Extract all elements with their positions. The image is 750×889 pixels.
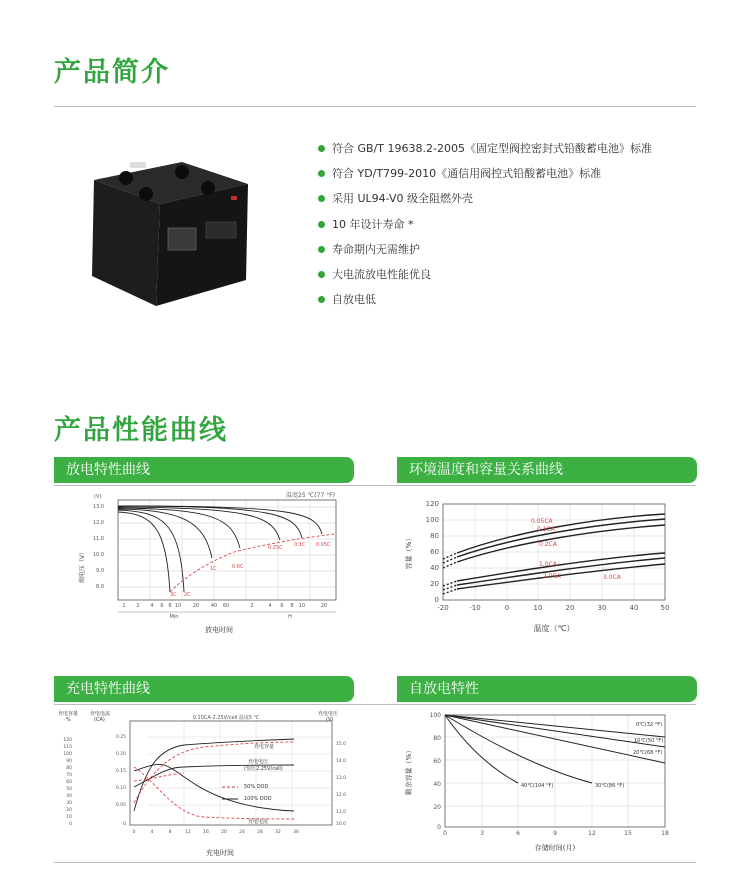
curve-label: 30℃(86 °F)	[595, 783, 625, 789]
charging-capacity-ticks	[63, 737, 72, 827]
x-tick: 4	[150, 830, 154, 835]
y-tick: 10	[66, 815, 72, 820]
charging-chart-title: 充电特性曲线	[54, 676, 354, 702]
curve-label: 0.1CA	[537, 526, 555, 533]
self-discharge-y-ticks	[430, 712, 442, 831]
y-tick: 0	[69, 822, 72, 827]
charging-voltage-ticks	[336, 741, 346, 827]
x-tick: -20	[437, 604, 449, 612]
feature-item: 寿命期内无需维护	[318, 241, 652, 266]
temperature-y-label: 容量（%）	[405, 534, 413, 570]
y-tick: 0	[123, 822, 126, 827]
x-tick: 2	[136, 603, 140, 609]
curve-label: 0.1C	[294, 542, 306, 548]
bullet-icon	[318, 296, 325, 303]
feature-item: 10 年设计寿命 *	[318, 216, 652, 241]
x-tick: 0	[132, 830, 136, 835]
charging-x-label: 充电时间	[206, 849, 234, 857]
x-tick: -10	[469, 604, 481, 612]
y-tick: 60	[433, 758, 441, 765]
curve-label: 20℃(68 °F)	[633, 750, 663, 756]
y-tick: 0	[437, 824, 441, 831]
curve-label: 0.6C	[232, 564, 244, 570]
charging-note: 0.10CA-2.25V/cell 温度5 ℃	[192, 715, 260, 721]
y-tick: 120	[63, 738, 72, 743]
temperature-y-ticks	[426, 500, 439, 604]
x-tick: 40	[629, 604, 639, 612]
charging-left2-label: 充电电流	[90, 711, 111, 717]
charging-left1-unit: %	[66, 717, 71, 723]
divider	[54, 704, 696, 705]
temperature-chart	[397, 488, 697, 638]
discharge-y-ticks	[93, 504, 104, 590]
feature-item: 自放电低	[318, 291, 652, 316]
feature-list	[318, 140, 652, 316]
curve-label: 充电电压	[248, 759, 269, 765]
x-tick: 0	[443, 830, 447, 837]
x-tick: 8	[168, 603, 172, 609]
y-tick: 40	[66, 794, 72, 799]
curve-label: 100% DOD	[244, 796, 272, 802]
charging-left1-label: 充电容量	[58, 711, 79, 717]
y-tick: 0	[434, 596, 439, 604]
bullet-icon	[318, 221, 325, 228]
y-tick: 40	[430, 564, 439, 572]
curve-label: (恒压2.25V/cell)	[244, 766, 283, 772]
self-discharge-y-label: 剩余容量（%）	[405, 746, 413, 796]
x-tick: 30	[597, 604, 607, 612]
curve-label: 1C	[210, 566, 217, 572]
x-tick: 10	[298, 603, 306, 609]
x-tick: 2	[250, 603, 254, 609]
divider	[54, 485, 696, 486]
x-tick: 18	[661, 830, 669, 837]
y-tick: 0.20	[115, 752, 126, 757]
x-tick: 40	[210, 603, 218, 609]
discharge-chart-title: 放电特性曲线	[54, 457, 354, 483]
y-tick: 20	[433, 804, 441, 811]
curve-label: 3.0CA	[603, 574, 621, 581]
x-tick: 10	[533, 604, 543, 612]
discharge-cutoff-line	[170, 534, 334, 592]
y-tick: 100	[429, 712, 441, 719]
x-tick: 20	[192, 603, 200, 609]
y-tick: 80	[430, 532, 439, 540]
x-tick: 6	[160, 603, 164, 609]
self-discharge-x-label: 存储时间(月)	[534, 844, 576, 852]
discharge-curve-labels	[170, 542, 331, 598]
y-tick: 50	[66, 787, 72, 792]
temperature-grid	[443, 504, 665, 600]
y-tick: 120	[425, 500, 439, 508]
x-tick: 60	[222, 603, 230, 609]
curve-label: 0.05C	[316, 542, 331, 548]
temperature-chart-title: 环境温度和容量关系曲线	[397, 457, 697, 483]
discharge-note: 温度25 ℃(77 °F)	[286, 492, 335, 499]
x-tick: 20	[221, 830, 227, 835]
self-discharge-chart-title: 自放电特性	[397, 676, 697, 702]
y-tick: 40	[433, 781, 441, 788]
bullet-icon	[318, 195, 325, 202]
discharge-y-unit: (V)	[94, 494, 102, 500]
discharge-unit-min: Min	[169, 614, 179, 620]
x-tick: 20	[320, 603, 328, 609]
x-tick: 4	[150, 603, 154, 609]
x-tick: 9	[553, 830, 557, 837]
x-tick: 24	[239, 830, 245, 835]
x-tick: 32	[275, 830, 281, 835]
charging-right-label: 充电电压	[318, 711, 339, 717]
bullet-icon	[318, 145, 325, 152]
x-tick: 16	[203, 830, 209, 835]
product-intro-heading: 产品简介	[54, 57, 170, 88]
y-tick: 11.0	[92, 536, 104, 542]
self-discharge-x-ticks	[443, 830, 669, 837]
x-tick: 8	[290, 603, 294, 609]
charging-curve-labels	[244, 743, 283, 825]
discharge-x-ticks	[122, 603, 327, 609]
discharge-chart	[54, 488, 354, 638]
x-tick: 1	[122, 603, 126, 609]
charging-current-ticks	[116, 734, 126, 827]
temperature-curve-labels	[531, 518, 622, 581]
x-tick: 6	[516, 830, 520, 837]
x-tick: 50	[660, 604, 670, 612]
y-tick: 100	[63, 752, 72, 757]
self-discharge-chart	[397, 707, 697, 860]
y-tick: 80	[433, 735, 441, 742]
y-tick: 30	[66, 801, 72, 806]
x-tick: 3	[480, 830, 484, 837]
feature-item: 采用 UL94-V0 级全阻燃外壳	[318, 190, 652, 215]
feature-item: 大电流放电性能优良	[318, 266, 652, 291]
discharge-unit-h: H	[288, 614, 292, 620]
discharge-y-label: 端电压（V）	[79, 548, 86, 584]
curve-label: 充电容量	[254, 744, 275, 750]
y-tick: 90	[66, 759, 72, 764]
y-tick: 0.10	[115, 786, 126, 791]
y-tick: 14.0	[336, 759, 347, 764]
y-tick: 8.0	[96, 584, 104, 590]
y-tick: 100	[425, 516, 439, 524]
y-tick: 80	[66, 766, 72, 771]
curve-label: 0.05CA	[531, 518, 553, 525]
x-tick: 4	[268, 603, 272, 609]
curve-label: 0.2CA	[539, 541, 557, 548]
y-tick: 60	[66, 780, 72, 785]
curve-label: 0℃(32 °F)	[636, 722, 663, 728]
y-tick: 20	[430, 580, 439, 588]
x-tick: 12	[588, 830, 596, 837]
charging-right-unit: (V)	[326, 717, 334, 723]
charging-chart	[54, 707, 354, 860]
y-tick: 13.0	[336, 776, 347, 781]
curve-label: 1.0CA	[539, 561, 557, 568]
y-tick: 9.0	[96, 568, 104, 574]
x-tick: 36	[293, 830, 299, 835]
y-tick: 20	[66, 808, 72, 813]
x-tick: 6	[280, 603, 284, 609]
curve-label: 50% DOD	[244, 784, 269, 790]
curve-label: 2.0CA	[543, 573, 561, 580]
y-tick: 0.05	[115, 803, 126, 808]
feature-item: 符合 GB/T 19638.2-2005《固定型阀控密封式铅酸蓄电池》标准	[318, 140, 652, 165]
curve-label: 0.25C	[268, 545, 283, 551]
divider	[54, 862, 696, 863]
x-tick: 12	[185, 830, 191, 835]
y-tick: 13.0	[92, 504, 104, 510]
x-tick: 20	[565, 604, 575, 612]
charging-grid	[148, 721, 332, 825]
y-tick: 10.0	[92, 552, 104, 558]
divider	[54, 106, 696, 107]
bullet-icon	[318, 246, 325, 253]
curve-label: 2C	[184, 592, 191, 598]
curve-label: 40℃(104 °F)	[521, 783, 554, 789]
x-tick: 10	[174, 603, 182, 609]
charging-left2-unit: (CA)	[94, 717, 105, 723]
curve-label: 10℃(50 °F)	[634, 738, 664, 744]
y-tick: 12.0	[336, 793, 347, 798]
feature-item: 符合 YD/T799-2010《通信用阀控式铅酸蓄电池》标准	[318, 165, 652, 190]
temperature-x-ticks	[437, 604, 669, 612]
discharge-x-label: 放电时间	[205, 626, 233, 634]
y-tick: 10.0	[336, 822, 347, 827]
y-tick: 70	[66, 773, 72, 778]
curve-label: 3C	[170, 592, 177, 598]
y-tick: 60	[430, 548, 439, 556]
x-tick: 8	[168, 830, 172, 835]
performance-heading: 产品性能曲线	[54, 415, 228, 446]
curve-label: 充电电流	[248, 819, 269, 825]
x-tick: 28	[257, 830, 263, 835]
y-tick: 110	[63, 745, 72, 750]
bullet-icon	[318, 271, 325, 278]
y-tick: 0.25	[115, 735, 126, 740]
temperature-x-label: 温度（℃）	[533, 624, 575, 633]
y-tick: 11.0	[336, 810, 347, 815]
battery-image	[86, 148, 256, 308]
charging-curves	[134, 739, 294, 819]
charging-x-ticks	[133, 829, 299, 835]
x-tick: 0	[504, 604, 510, 612]
y-tick: 15.0	[336, 742, 347, 747]
x-tick: 15	[624, 830, 632, 837]
y-tick: 0.15	[115, 769, 126, 774]
bullet-icon	[318, 170, 325, 177]
y-tick: 12.0	[92, 520, 104, 526]
discharge-curves	[118, 506, 322, 592]
